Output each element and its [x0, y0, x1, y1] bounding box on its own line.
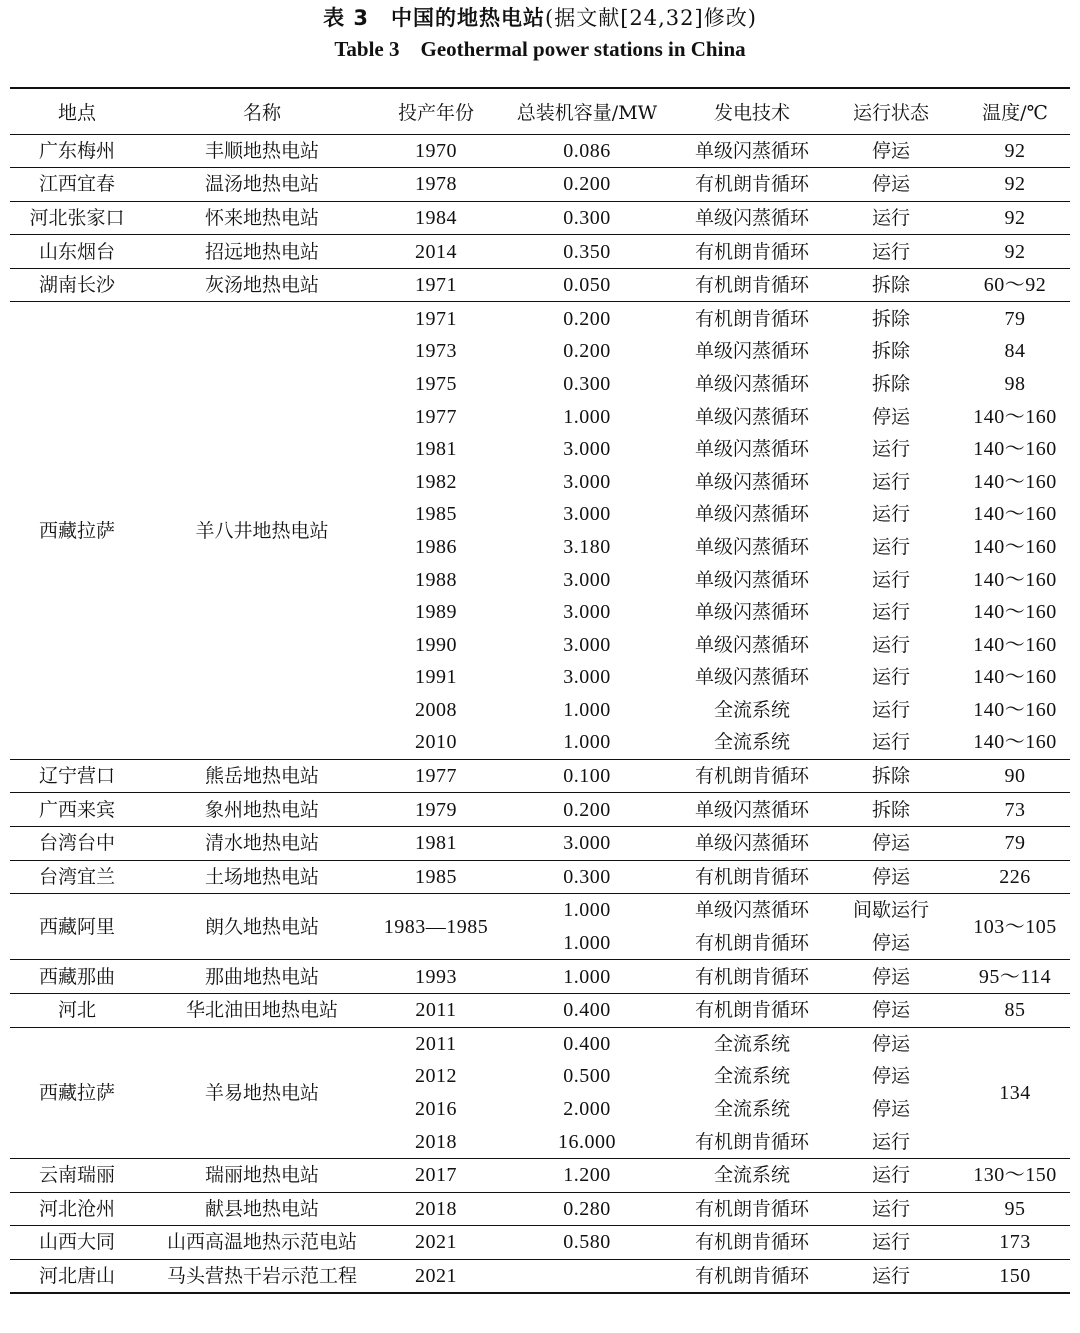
cell-name: 清水地热电站	[144, 826, 380, 860]
cell-capacity: 0.100	[492, 759, 682, 793]
cell-technology: 全流系统	[713, 1065, 790, 1088]
cell-year: 2017	[380, 1158, 492, 1192]
cell-name: 羊八井地热电站	[144, 302, 380, 759]
table-row	[10, 134, 1070, 168]
cell-status: 停运	[871, 1098, 910, 1121]
cell-location: 河北张家口	[10, 201, 144, 235]
cell-name: 朗久地热电站	[144, 894, 380, 960]
header-location: 地点	[10, 88, 144, 134]
cell-capacity: 1.000	[563, 932, 611, 955]
table-row	[10, 268, 1070, 302]
header-temperature: 温度/℃	[960, 88, 1070, 134]
cell-capacity: 1.000	[563, 731, 611, 754]
cell-status: 拆除	[871, 372, 910, 395]
cell-status: 运行	[871, 535, 910, 558]
cell-temperature: 85	[960, 993, 1070, 1027]
cell-year: 1973	[415, 340, 457, 363]
cell-capacity: 3.000	[563, 601, 611, 624]
cell-technology: 有机朗肯循环	[682, 302, 822, 335]
cell-technology: 全流系统	[713, 698, 790, 721]
cell-location: 湖南长沙	[10, 268, 144, 302]
cell-location: 河北唐山	[10, 1259, 144, 1293]
cell-location: 西藏阿里	[10, 894, 144, 960]
cell-name: 华北油田地热电站	[144, 993, 380, 1027]
cell-technology: 单级闪蒸循环	[682, 793, 822, 827]
cell-status: 拆除	[871, 340, 910, 363]
cell-year: 1977	[415, 405, 457, 428]
cell-location: 江西宜春	[10, 168, 144, 202]
cell-capacity: 3.000	[563, 568, 611, 591]
cell-capacity: 0.400	[492, 1027, 682, 1060]
cell-status: 运行	[871, 1130, 910, 1153]
cell-year: 1977	[380, 759, 492, 793]
cell-location: 西藏那曲	[10, 960, 144, 994]
cell-location: 河北	[10, 993, 144, 1027]
cell-capacity: 0.350	[492, 235, 682, 269]
table-row	[10, 826, 1070, 860]
cell-year: 1988	[415, 568, 457, 591]
cell-technology: 有机朗肯循环	[682, 860, 822, 894]
cell-location: 云南瑞丽	[10, 1158, 144, 1192]
cell-temperature: 140～160	[973, 633, 1057, 656]
cell-capacity: 0.280	[492, 1192, 682, 1226]
cell-status: 拆除	[822, 268, 960, 302]
cell-name: 马头营热干岩示范工程	[144, 1259, 380, 1293]
cell-capacity: 0.200	[492, 302, 682, 335]
cell-technology: 有机朗肯循环	[682, 1259, 822, 1293]
cell-status: 运行	[822, 1158, 960, 1192]
cell-technology: 全流系统	[713, 1098, 790, 1121]
cell-temperature: 103～105	[960, 894, 1070, 960]
cell-status: 停运	[871, 1065, 910, 1088]
cell-temperature: 73	[960, 793, 1070, 827]
cell-year: 1971	[380, 268, 492, 302]
cell-name: 献县地热电站	[144, 1192, 380, 1226]
cell-technology: 有机朗肯循环	[682, 268, 822, 302]
cell-technology: 全流系统	[682, 1027, 822, 1060]
cell-temperature: 95	[960, 1192, 1070, 1226]
table-row	[10, 1158, 1070, 1192]
cell-year: 1993	[380, 960, 492, 994]
cell-year: 2008	[415, 698, 457, 721]
cell-technology: 有机朗肯循环	[694, 932, 809, 955]
cell-name: 山西高温地热示范电站	[144, 1226, 380, 1260]
cell-temperature: 60～92	[960, 268, 1070, 302]
cell-technology: 单级闪蒸循环	[694, 340, 809, 363]
cell-technology: 单级闪蒸循环	[682, 134, 822, 168]
cell-technology: 有机朗肯循环	[682, 235, 822, 269]
cell-technology: 单级闪蒸循环	[682, 894, 822, 927]
cell-year: 2016	[415, 1098, 457, 1121]
cell-temperature: 173	[960, 1226, 1070, 1260]
cell-year: 1989	[415, 601, 457, 624]
cell-technology: 单级闪蒸循环	[694, 405, 809, 428]
cell-status: 运行	[871, 503, 910, 526]
table-row	[10, 168, 1070, 202]
cell-name: 怀来地热电站	[144, 201, 380, 235]
caption-cn-title: 表 3 中国的地热电站	[323, 6, 546, 30]
cell-temperature: 140～160	[973, 470, 1057, 493]
cell-year: 1986	[415, 535, 457, 558]
cell-capacity: 0.200	[563, 340, 611, 363]
cell-name: 温汤地热电站	[144, 168, 380, 202]
cell-temperature: 92	[960, 235, 1070, 269]
cell-year: 1978	[380, 168, 492, 202]
cell-status: 停运	[822, 1027, 960, 1060]
table-row	[10, 1259, 1070, 1293]
cell-technology: 有机朗肯循环	[682, 960, 822, 994]
cell-temperature: 226	[960, 860, 1070, 894]
cell-technology: 单级闪蒸循环	[682, 201, 822, 235]
table-row	[10, 894, 1070, 927]
cell-status: 运行	[822, 1192, 960, 1226]
cell-name: 土场地热电站	[144, 860, 380, 894]
cell-year: 2014	[380, 235, 492, 269]
cell-name: 熊岳地热电站	[144, 759, 380, 793]
table-row	[10, 1027, 1070, 1060]
cell-capacity: 3.000	[563, 470, 611, 493]
cell-year: 2021	[380, 1259, 492, 1293]
cell-technology: 单级闪蒸循环	[694, 372, 809, 395]
cell-location: 山西大同	[10, 1226, 144, 1260]
cell-year: 1971	[380, 302, 492, 335]
cell-name: 那曲地热电站	[144, 960, 380, 994]
table-row	[10, 759, 1070, 793]
cell-temperature: 140～160	[973, 438, 1057, 461]
cell-technology: 单级闪蒸循环	[694, 438, 809, 461]
cell-name: 瑞丽地热电站	[144, 1158, 380, 1192]
cell-temperature: 95～114	[960, 960, 1070, 994]
cell-year: 2010	[415, 731, 457, 754]
cell-capacity: 0.300	[492, 860, 682, 894]
header-technology: 发电技术	[682, 88, 822, 134]
cell-technology: 有机朗肯循环	[682, 759, 822, 793]
header-status: 运行状态	[822, 88, 960, 134]
cell-temperature: 92	[960, 201, 1070, 235]
cell-temperature: 84	[1004, 340, 1026, 363]
cell-technology: 单级闪蒸循环	[694, 633, 809, 656]
cell-temperature: 79	[960, 826, 1070, 860]
cell-capacity: 3.000	[563, 633, 611, 656]
table-row	[10, 1192, 1070, 1226]
cell-status: 运行	[822, 1259, 960, 1293]
cell-status: 拆除	[822, 793, 960, 827]
table-caption-en: Table 3 Geothermal power stations in China	[334, 37, 746, 61]
cell-capacity: 0.050	[492, 268, 682, 302]
table-row	[10, 960, 1070, 994]
cell-location: 台湾宜兰	[10, 860, 144, 894]
cell-technology: 有机朗肯循环	[694, 1130, 809, 1153]
cell-temperature: 130～150	[960, 1158, 1070, 1192]
cell-capacity: 0.200	[492, 793, 682, 827]
cell-year: 1991	[415, 666, 457, 689]
cell-temperature: 140～160	[973, 731, 1057, 754]
cell-temperature: 140～160	[973, 568, 1057, 591]
cell-technology: 单级闪蒸循环	[694, 666, 809, 689]
cell-year: 1983—1985	[380, 894, 492, 960]
cell-year: 1979	[380, 793, 492, 827]
cell-capacity: 1.000	[492, 960, 682, 994]
cell-status: 运行	[871, 633, 910, 656]
cell-capacity: 0.300	[563, 372, 611, 395]
cell-temperature: 140～160	[973, 535, 1057, 558]
cell-name: 象州地热电站	[144, 793, 380, 827]
cell-status: 拆除	[822, 759, 960, 793]
cell-technology: 有机朗肯循环	[682, 1226, 822, 1260]
cell-status: 停运	[822, 960, 960, 994]
cell-capacity: 16.000	[558, 1130, 616, 1153]
cell-capacity: 3.180	[563, 535, 611, 558]
cell-capacity: 0.086	[492, 134, 682, 168]
cell-capacity: 1.000	[492, 894, 682, 927]
cell-year: 1985	[380, 860, 492, 894]
cell-location: 广东梅州	[10, 134, 144, 168]
cell-status: 运行	[822, 201, 960, 235]
cell-status: 停运	[822, 993, 960, 1027]
cell-status: 停运	[871, 405, 910, 428]
cell-temperature: 90	[960, 759, 1070, 793]
cell-capacity: 0.580	[492, 1226, 682, 1260]
cell-capacity: 3.000	[563, 438, 611, 461]
cell-name: 招远地热电站	[144, 235, 380, 269]
table-body	[10, 134, 1070, 1293]
cell-technology: 单级闪蒸循环	[682, 826, 822, 860]
cell-year: 2011	[380, 993, 492, 1027]
cell-status: 停运	[871, 932, 910, 955]
table-row	[10, 860, 1070, 894]
cell-technology: 单级闪蒸循环	[694, 503, 809, 526]
cell-temperature: 150	[960, 1259, 1070, 1293]
cell-status: 运行	[871, 698, 910, 721]
cell-technology: 单级闪蒸循环	[694, 470, 809, 493]
cell-status: 停运	[822, 826, 960, 860]
cell-temperature: 140～160	[973, 405, 1057, 428]
cell-year: 2018	[380, 1192, 492, 1226]
cell-location: 西藏拉萨	[10, 302, 144, 759]
cell-technology: 单级闪蒸循环	[694, 535, 809, 558]
cell-status: 运行	[871, 470, 910, 493]
cell-status: 停运	[822, 168, 960, 202]
table-row	[10, 793, 1070, 827]
table-row	[10, 1226, 1070, 1260]
header-row	[10, 88, 1070, 134]
cell-status: 运行	[871, 438, 910, 461]
cell-capacity: 3.000	[563, 666, 611, 689]
cell-status: 运行	[871, 666, 910, 689]
table-row	[10, 993, 1070, 1027]
cell-capacity: 2.000	[563, 1098, 611, 1121]
cell-temperature: 79	[960, 302, 1070, 335]
cell-year: 1984	[380, 201, 492, 235]
header-capacity: 总装机容量/MW	[492, 88, 682, 134]
cell-temperature: 140～160	[973, 601, 1057, 624]
caption-cn-source: (据文献[24,32]修改)	[545, 6, 757, 30]
cell-capacity: 1.000	[563, 698, 611, 721]
header-year: 投产年份	[380, 88, 492, 134]
cell-location: 西藏拉萨	[10, 1027, 144, 1158]
cell-technology: 单级闪蒸循环	[694, 568, 809, 591]
cell-temperature: 140～160	[973, 666, 1057, 689]
cell-location: 山东烟台	[10, 235, 144, 269]
cell-status: 拆除	[822, 302, 960, 335]
cell-year: 1990	[415, 633, 457, 656]
cell-status: 运行	[822, 1226, 960, 1260]
cell-name: 羊易地热电站	[144, 1027, 380, 1158]
cell-status: 运行	[822, 235, 960, 269]
cell-location: 河北沧州	[10, 1192, 144, 1226]
cell-status: 停运	[822, 860, 960, 894]
cell-name: 灰汤地热电站	[144, 268, 380, 302]
table-row	[10, 235, 1070, 269]
cell-year: 2011	[380, 1027, 492, 1060]
table-row	[10, 201, 1070, 235]
cell-year: 1982	[415, 470, 457, 493]
cell-status: 间歇运行	[822, 894, 960, 927]
cell-technology: 全流系统	[682, 1158, 822, 1192]
cell-temperature: 98	[1004, 372, 1026, 395]
cell-year: 1981	[415, 438, 457, 461]
cell-year: 1981	[380, 826, 492, 860]
cell-year: 2021	[380, 1226, 492, 1260]
cell-capacity: 0.500	[563, 1065, 611, 1088]
cell-technology: 有机朗肯循环	[682, 1192, 822, 1226]
cell-technology: 单级闪蒸循环	[694, 601, 809, 624]
cell-technology: 全流系统	[713, 731, 790, 754]
cell-status: 运行	[871, 568, 910, 591]
cell-year: 1985	[415, 503, 457, 526]
cell-status: 运行	[871, 731, 910, 754]
cell-name: 丰顺地热电站	[144, 134, 380, 168]
cell-capacity: 3.000	[563, 503, 611, 526]
table-row	[10, 302, 1070, 335]
cell-technology: 有机朗肯循环	[682, 993, 822, 1027]
cell-capacity: 0.400	[492, 993, 682, 1027]
cell-year: 2012	[415, 1065, 457, 1088]
cell-location: 辽宁营口	[10, 759, 144, 793]
cell-temperature: 92	[960, 168, 1070, 202]
cell-temperature: 92	[960, 134, 1070, 168]
cell-technology: 有机朗肯循环	[682, 168, 822, 202]
cell-status: 停运	[822, 134, 960, 168]
cell-temperature: 134	[960, 1027, 1070, 1158]
cell-temperature: 140～160	[973, 503, 1057, 526]
cell-capacity	[492, 1259, 682, 1293]
cell-year: 2018	[415, 1130, 457, 1153]
cell-status: 运行	[871, 601, 910, 624]
table-caption-cn	[0, 4, 1080, 32]
cell-capacity: 1.000	[563, 405, 611, 428]
cell-capacity: 0.200	[492, 168, 682, 202]
geothermal-stations-table	[10, 87, 1070, 1294]
cell-capacity: 0.300	[492, 201, 682, 235]
header-name: 名称	[144, 88, 380, 134]
cell-year: 1975	[415, 372, 457, 395]
cell-capacity: 3.000	[492, 826, 682, 860]
cell-location: 广西来宾	[10, 793, 144, 827]
cell-capacity: 1.200	[492, 1158, 682, 1192]
cell-location: 台湾台中	[10, 826, 144, 860]
cell-year: 1970	[380, 134, 492, 168]
cell-temperature: 140～160	[973, 698, 1057, 721]
